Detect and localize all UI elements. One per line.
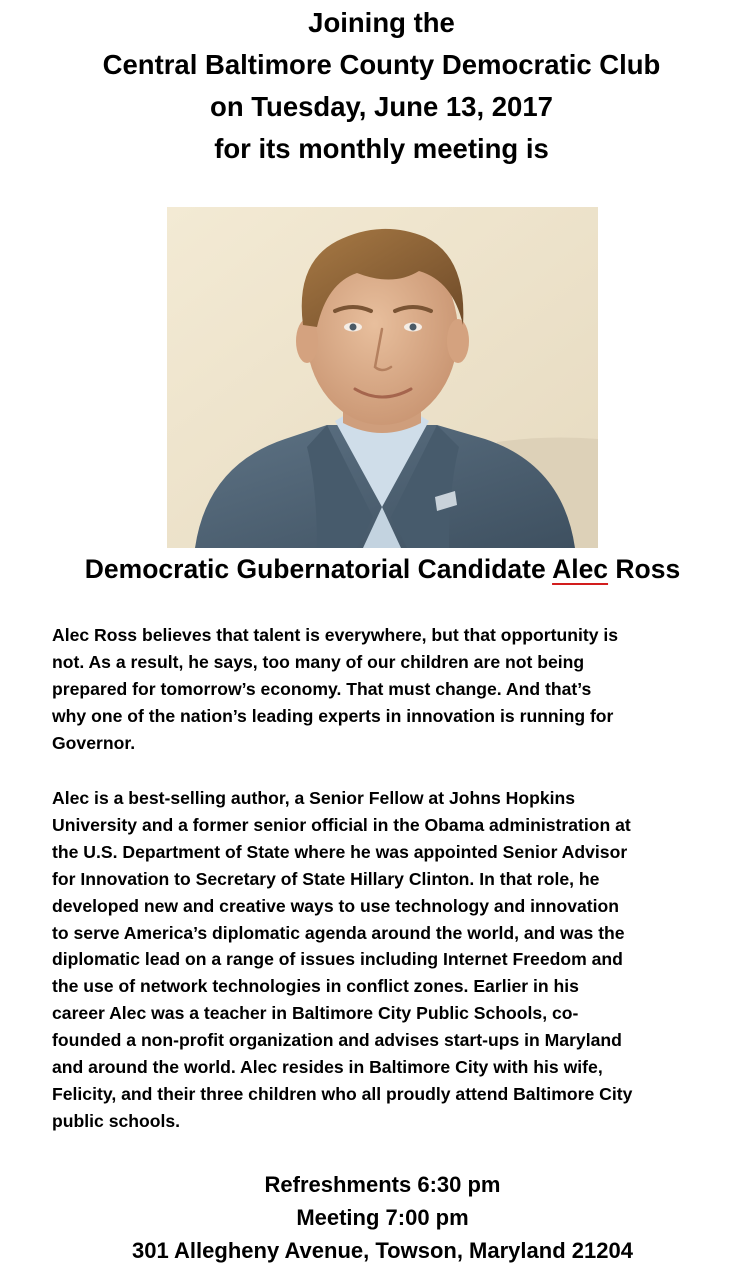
bio-paragraph-1 [52, 622, 712, 757]
caption-prefix: Democratic Gubernatorial Candidate [84, 554, 553, 584]
candidate-last-name: Ross [608, 554, 681, 584]
bio-line: University and a former senior official in the Obama administration at [52, 814, 631, 835]
bio-line: for Innovation to Secretary of State Hillary Clinton. In that role, he [52, 868, 600, 889]
header-line: Joining the [308, 7, 455, 38]
candidate-portrait [167, 207, 598, 548]
bio-line: Alec Ross believes that talent is everywhere, but that opportunity is [52, 625, 619, 645]
bio-line: developed new and creative ways to use technology and innovation [52, 895, 620, 916]
event-details [0, 1168, 740, 1267]
bio-line: career Alec was a teacher in Baltimore City Public Schools, co- [52, 1003, 579, 1024]
bio-line: why one of the nation’s leading experts in innovation is running for [52, 705, 614, 726]
bio-line: Governor. [52, 732, 136, 753]
meeting-time: Meeting 7:00 pm [296, 1205, 469, 1230]
bio-line: not. As a result, he says, too many of our children are not being [52, 651, 585, 672]
bio-line: public schools. [52, 1110, 181, 1131]
event-address: 301 Allegheny Avenue, Towson, Maryland 21204 [132, 1238, 633, 1263]
candidate-caption [0, 551, 740, 587]
bio-line: and around the world. Alec resides in Baltimore City with his wife, [52, 1057, 603, 1078]
refreshments-time: Refreshments 6:30 pm [264, 1172, 501, 1197]
candidate-first-name: Alec [552, 554, 609, 584]
club-name: Central Baltimore County Democratic Club [102, 49, 661, 80]
bio-line: Alec is a best-selling author, a Senior Fellow at Johns Hopkins [52, 788, 576, 808]
bio-paragraph-2 [52, 785, 712, 1135]
bio-line: to serve America’s diplomatic agenda around the world, and was the [52, 922, 625, 943]
bio-line: founded a non-profit organization and advises start-ups in Maryland [52, 1030, 622, 1051]
bio-line: diplomatic lead on a range of issues including Internet Freedom and [52, 949, 623, 970]
bio-line: the U.S. Department of State where he was appointed Senior Advisor [52, 841, 628, 862]
event-date: on Tuesday, June 13, 2017 [210, 91, 553, 122]
bio-line: prepared for tomorrow’s economy. That must change. And that’s [52, 678, 592, 699]
bio-line: Felicity, and their three children who all proudly attend Baltimore City [52, 1083, 633, 1104]
event-header [0, 2, 740, 170]
bio-line: the use of network technologies in conflict zones. Earlier in his [52, 976, 579, 997]
header-line: for its monthly meeting is [214, 133, 549, 164]
